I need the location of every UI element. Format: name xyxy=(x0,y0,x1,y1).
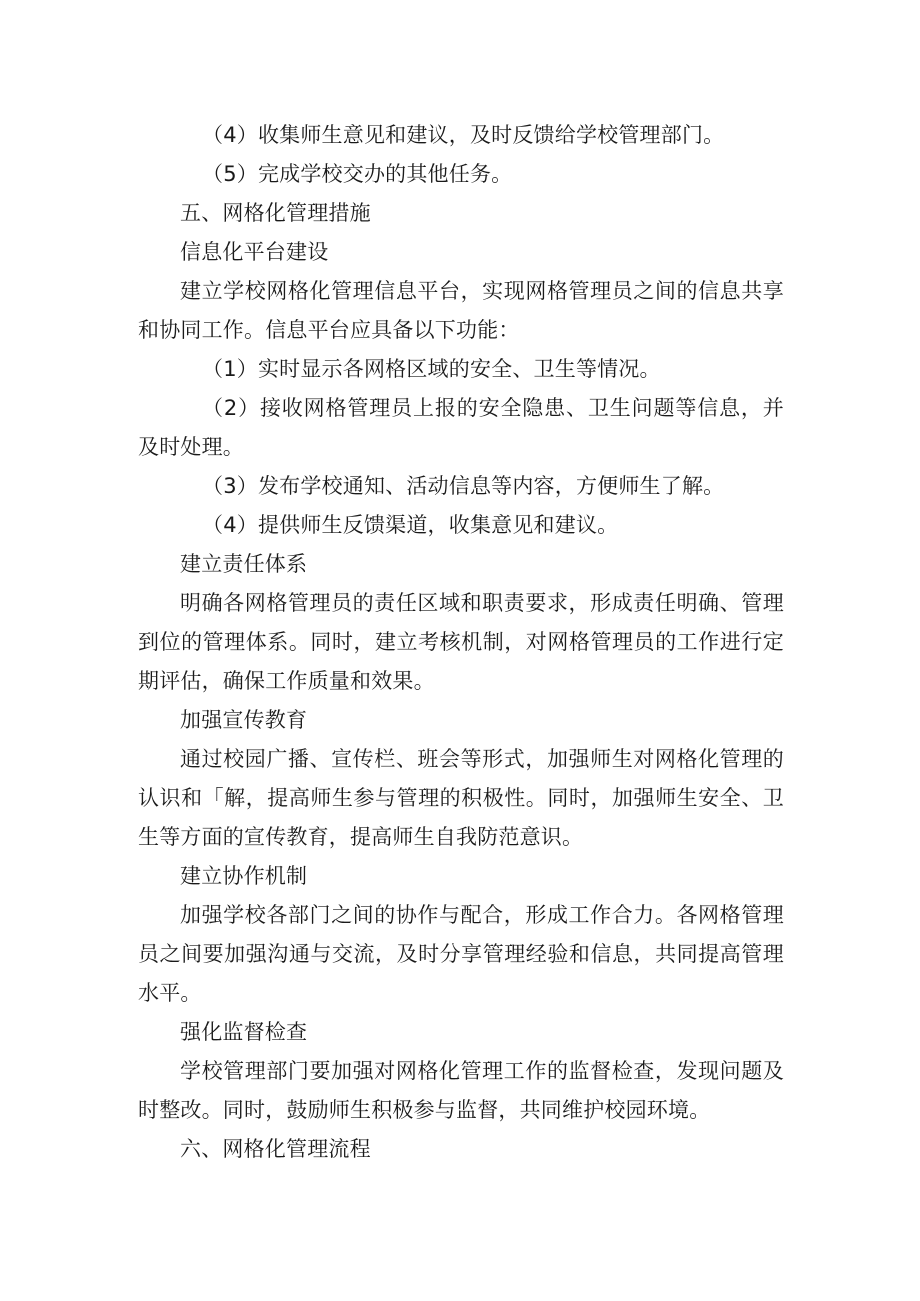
subsection-heading: 强化监督检查 xyxy=(180,1020,308,1044)
list-item: （2）接收网格管理员上报的安全隐患、卫生问题等信息，并及时处理。 xyxy=(138,396,784,459)
body-paragraph: 学校管理部门要加强对网格化管理工作的监督检查，发现问题及时整改。同时，鼓励师生积极参与监督，共同维护校园环境。 xyxy=(138,1059,784,1122)
subsection-heading: 信息化平台建设 xyxy=(180,240,329,264)
list-item: （3）发布学校通知、活动信息等内容，方便师生了解。 xyxy=(202,474,725,498)
document-body xyxy=(138,116,784,1169)
body-paragraph: 通过校园广播、宣传栏、班会等形式，加强师生对网格化管理的认识和「解，提高师生参与管理的积极性。同时，加强师生安全、卫生等方面的宣传教育，提高师生自我防范意识。 xyxy=(138,747,784,849)
body-paragraph: 加强学校各部门之间的协作与配合，形成工作合力。各网格管理员之间要加强沟通与交流，及时分享管理经验和信息，共同提高管理水平。 xyxy=(138,903,784,1005)
subsection-heading: 建立协作机制 xyxy=(180,864,308,888)
list-item: （5）完成学校交办的其他任务。 xyxy=(202,162,513,186)
section-heading: 五、网格化管理措施 xyxy=(180,201,371,225)
body-paragraph: 建立学校网格化管理信息平台，实现网格管理员之间的信息共享和协同工作。信息平台应具备以下功能： xyxy=(138,279,784,342)
section-heading: 六、网格化管理流程 xyxy=(180,1137,371,1161)
body-paragraph: 明确各网格管理员的责任区域和职责要求，形成责任明确、管理到位的管理体系。同时，建立考核机制，对网格管理员的工作进行定期评估，确保工作质量和效果。 xyxy=(138,591,784,693)
subsection-heading: 建立责任体系 xyxy=(180,552,308,576)
list-item: （1）实时显示各网格区域的安全、卫生等情况。 xyxy=(202,357,661,381)
list-item: （4）收集师生意见和建议，及时反馈给学校管理部门。 xyxy=(202,123,725,147)
subsection-heading: 加强宣传教育 xyxy=(180,708,308,732)
list-item: （4）提供师生反馈渠道，收集意见和建议。 xyxy=(202,513,619,537)
